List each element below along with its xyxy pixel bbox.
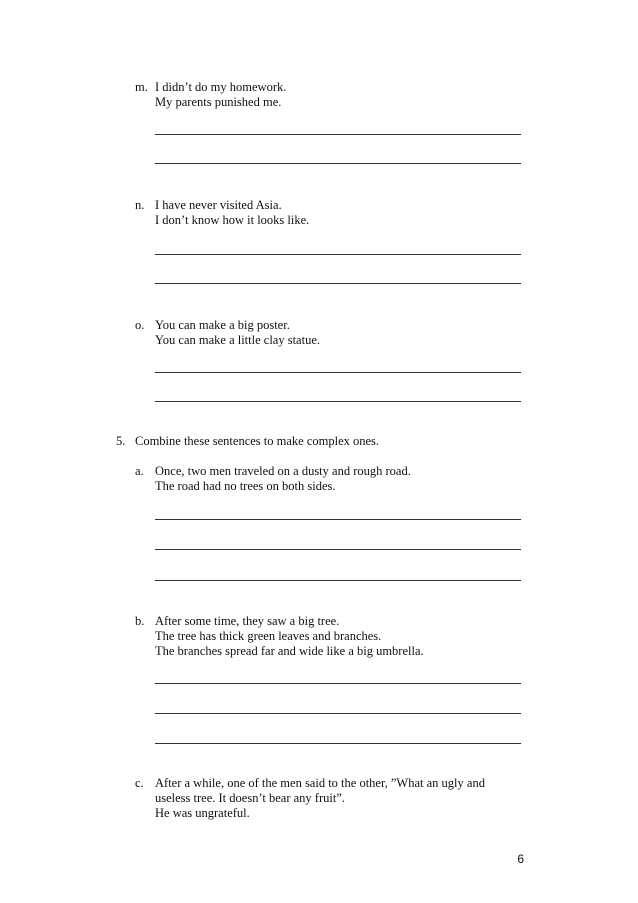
- answer-line[interactable]: [155, 549, 521, 550]
- item-sentence: useless tree. It doesn’t bear any fruit”.: [155, 791, 345, 805]
- answer-line[interactable]: [155, 134, 521, 135]
- answer-line[interactable]: [155, 713, 521, 714]
- item-sentence: The tree has thick green leaves and branches.: [155, 629, 382, 643]
- page-number: 6: [517, 852, 524, 866]
- answer-line[interactable]: [155, 401, 521, 402]
- answer-line[interactable]: [155, 743, 521, 744]
- answer-line[interactable]: [155, 254, 521, 255]
- item-sentence: After some time, they saw a big tree.: [155, 614, 340, 628]
- item-sentence: He was ungrateful.: [155, 806, 250, 820]
- item-label: n.: [135, 198, 145, 212]
- item-label: o.: [135, 318, 145, 332]
- item-sentence: After a while, one of the men said to the other, ”What an ugly and: [155, 776, 485, 790]
- item-sentence: I don’t know how it looks like.: [155, 213, 310, 227]
- item-sentence: I didn’t do my homework.: [155, 80, 287, 94]
- item-sentence: Once, two men traveled on a dusty and rough road.: [155, 464, 411, 478]
- item-sentence: The road had no trees on both sides.: [155, 479, 336, 493]
- item-sentence: The branches spread far and wide like a big umbrella.: [155, 644, 424, 658]
- item-sentence: My parents punished me.: [155, 95, 282, 109]
- section-number: 5.: [116, 434, 126, 448]
- answer-line[interactable]: [155, 372, 521, 373]
- answer-line[interactable]: [155, 683, 521, 684]
- answer-line[interactable]: [155, 519, 521, 520]
- item-sentence: You can make a big poster.: [155, 318, 290, 332]
- answer-line[interactable]: [155, 283, 521, 284]
- item-label: m.: [135, 80, 148, 94]
- section-instruction: Combine these sentences to make complex ones.: [135, 434, 380, 448]
- item-sentence: You can make a little clay statue.: [155, 333, 321, 347]
- answer-line[interactable]: [155, 580, 521, 581]
- item-label: c.: [135, 776, 144, 790]
- answer-line[interactable]: [155, 163, 521, 164]
- item-label: b.: [135, 614, 145, 628]
- item-label: a.: [135, 464, 144, 478]
- item-sentence: I have never visited Asia.: [155, 198, 282, 212]
